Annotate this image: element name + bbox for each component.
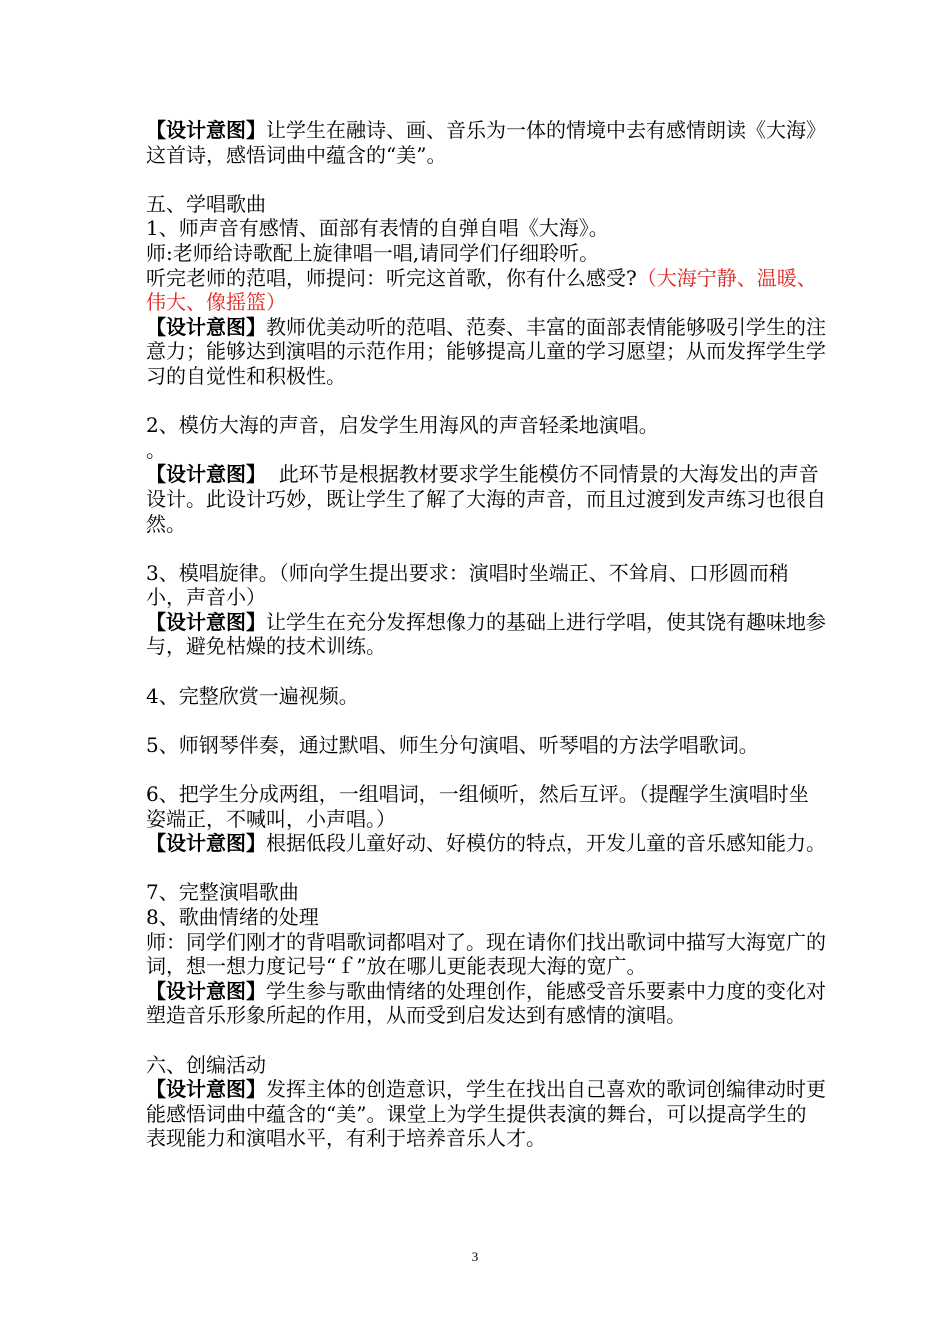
design-intent-label: 【设计意图】 bbox=[146, 831, 266, 856]
step-line: 6、把学生分成两组，一组唱词，一组倾听，然后互评。（提醒学生演唱时坐姿端正，不喊叫，小声唱。） bbox=[146, 782, 809, 831]
section-heading: 五、学唱歌曲 bbox=[146, 191, 266, 216]
paragraph-gap bbox=[146, 659, 826, 684]
design-intent-paragraph bbox=[146, 610, 826, 659]
design-intent-paragraph bbox=[146, 118, 826, 167]
paragraph-gap bbox=[146, 167, 826, 192]
step-line: 7、完整演唱歌曲 bbox=[146, 880, 299, 905]
teacher-question: 听完老师的范唱，师提问：听完这首歌，你有什么感受? bbox=[146, 265, 637, 290]
design-intent-paragraph bbox=[146, 831, 826, 856]
section-heading: 六、创编活动 bbox=[146, 1052, 266, 1077]
step-line: 3、模唱旋律。（师向学生提出要求：演唱时坐端正、不耸肩、口形圆而稍小，声音小） bbox=[146, 560, 789, 610]
step-line: 8、歌曲情绪的处理 bbox=[146, 905, 319, 929]
design-intent-paragraph bbox=[146, 979, 826, 1028]
step-line: 。 bbox=[146, 437, 166, 462]
design-intent-text: 教师优美动听的范唱、范奏、丰富的面部表情能够吸引学生的注意力；能够达到演唱的示范作用；能够提高儿童的学习愿望；从而发挥学生学习的自觉性和积极性。 bbox=[146, 314, 826, 388]
design-intent-label: 【设计意图】 bbox=[146, 118, 266, 142]
student-answer: （大海宁静、温暖、伟大、像摇篮） bbox=[146, 265, 817, 315]
design-intent-label: 【设计意图】 bbox=[146, 1077, 266, 1102]
step-line: 师:老师给诗歌配上旋律唱一唱,请同学们仔细聆听。 bbox=[146, 240, 600, 265]
design-intent-text: 根据低段儿童好动、好模仿的特点，开发儿童的音乐感知能力。 bbox=[266, 831, 826, 856]
paragraph-gap bbox=[146, 757, 826, 782]
paragraph-gap bbox=[146, 389, 826, 414]
design-intent-text: 学生参与歌曲情绪的处理创作，能感受音乐要素中力度的变化对塑造音乐形象所起的作用，从而受到启发达到有感情的演唱。 bbox=[146, 978, 826, 1028]
design-intent-text: 让学生在充分发挥想像力的基础上进行学唱，使其饶有趣味地参与，避免枯燥的技术训练。 bbox=[146, 609, 826, 659]
design-intent-text: 让学生在融诗、画、音乐为一体的情境中去有感情朗读《大海》这首诗，感悟词曲中蕴含的“美”。 bbox=[146, 118, 826, 167]
design-intent-label: 【设计意图】 bbox=[146, 462, 266, 487]
page-number: 3 bbox=[471, 1249, 479, 1264]
paragraph-gap bbox=[146, 708, 826, 733]
paragraph-gap bbox=[146, 1028, 826, 1053]
design-intent-label: 【设计意图】 bbox=[146, 978, 266, 1003]
step-line: 1、师声音有感情、面部有表情的自弹自唱《大海》。 bbox=[146, 216, 609, 241]
design-intent-text: 发挥主体的创造意识，学生在找出自己喜欢的歌词创编律动时更能感悟词曲中蕴含的“美”。课堂上为学生提供表演的舞台，可以提高学生的表现能力和演唱水平，有利于培养音乐人才。 bbox=[146, 1077, 826, 1151]
design-intent-label: 【设计意图】 bbox=[146, 314, 266, 339]
page-body bbox=[146, 118, 826, 1151]
design-intent-paragraph bbox=[146, 315, 826, 389]
design-intent-paragraph bbox=[146, 1077, 826, 1151]
step-line: 师：同学们刚才的背唱歌词都唱对了。现在请你们找出歌词中描写大海宽广的词，想一想力度记号“ｆ”放在哪儿更能表现大海的宽广。 bbox=[146, 929, 826, 979]
step-line: 4、完整欣赏一遍视频。 bbox=[146, 683, 359, 708]
step-line: 5、师钢琴伴奏，通过默唱、师生分句演唱、听琴唱的方法学唱歌词。 bbox=[146, 732, 759, 757]
design-intent-text: 此环节是根据教材要求学生能模仿不同情景的大海发出的声音设计。此设计巧妙，既让学生了解了大海的声音，而且过渡到发声练习也很自然。 bbox=[146, 462, 826, 536]
design-intent-label: 【设计意图】 bbox=[146, 609, 266, 634]
step-line bbox=[146, 266, 826, 315]
paragraph-gap bbox=[146, 536, 826, 561]
design-intent-paragraph bbox=[146, 462, 826, 536]
step-line: 2、模仿大海的声音，启发学生用海风的声音轻柔地演唱。 bbox=[146, 413, 659, 438]
paragraph-gap bbox=[146, 856, 826, 881]
